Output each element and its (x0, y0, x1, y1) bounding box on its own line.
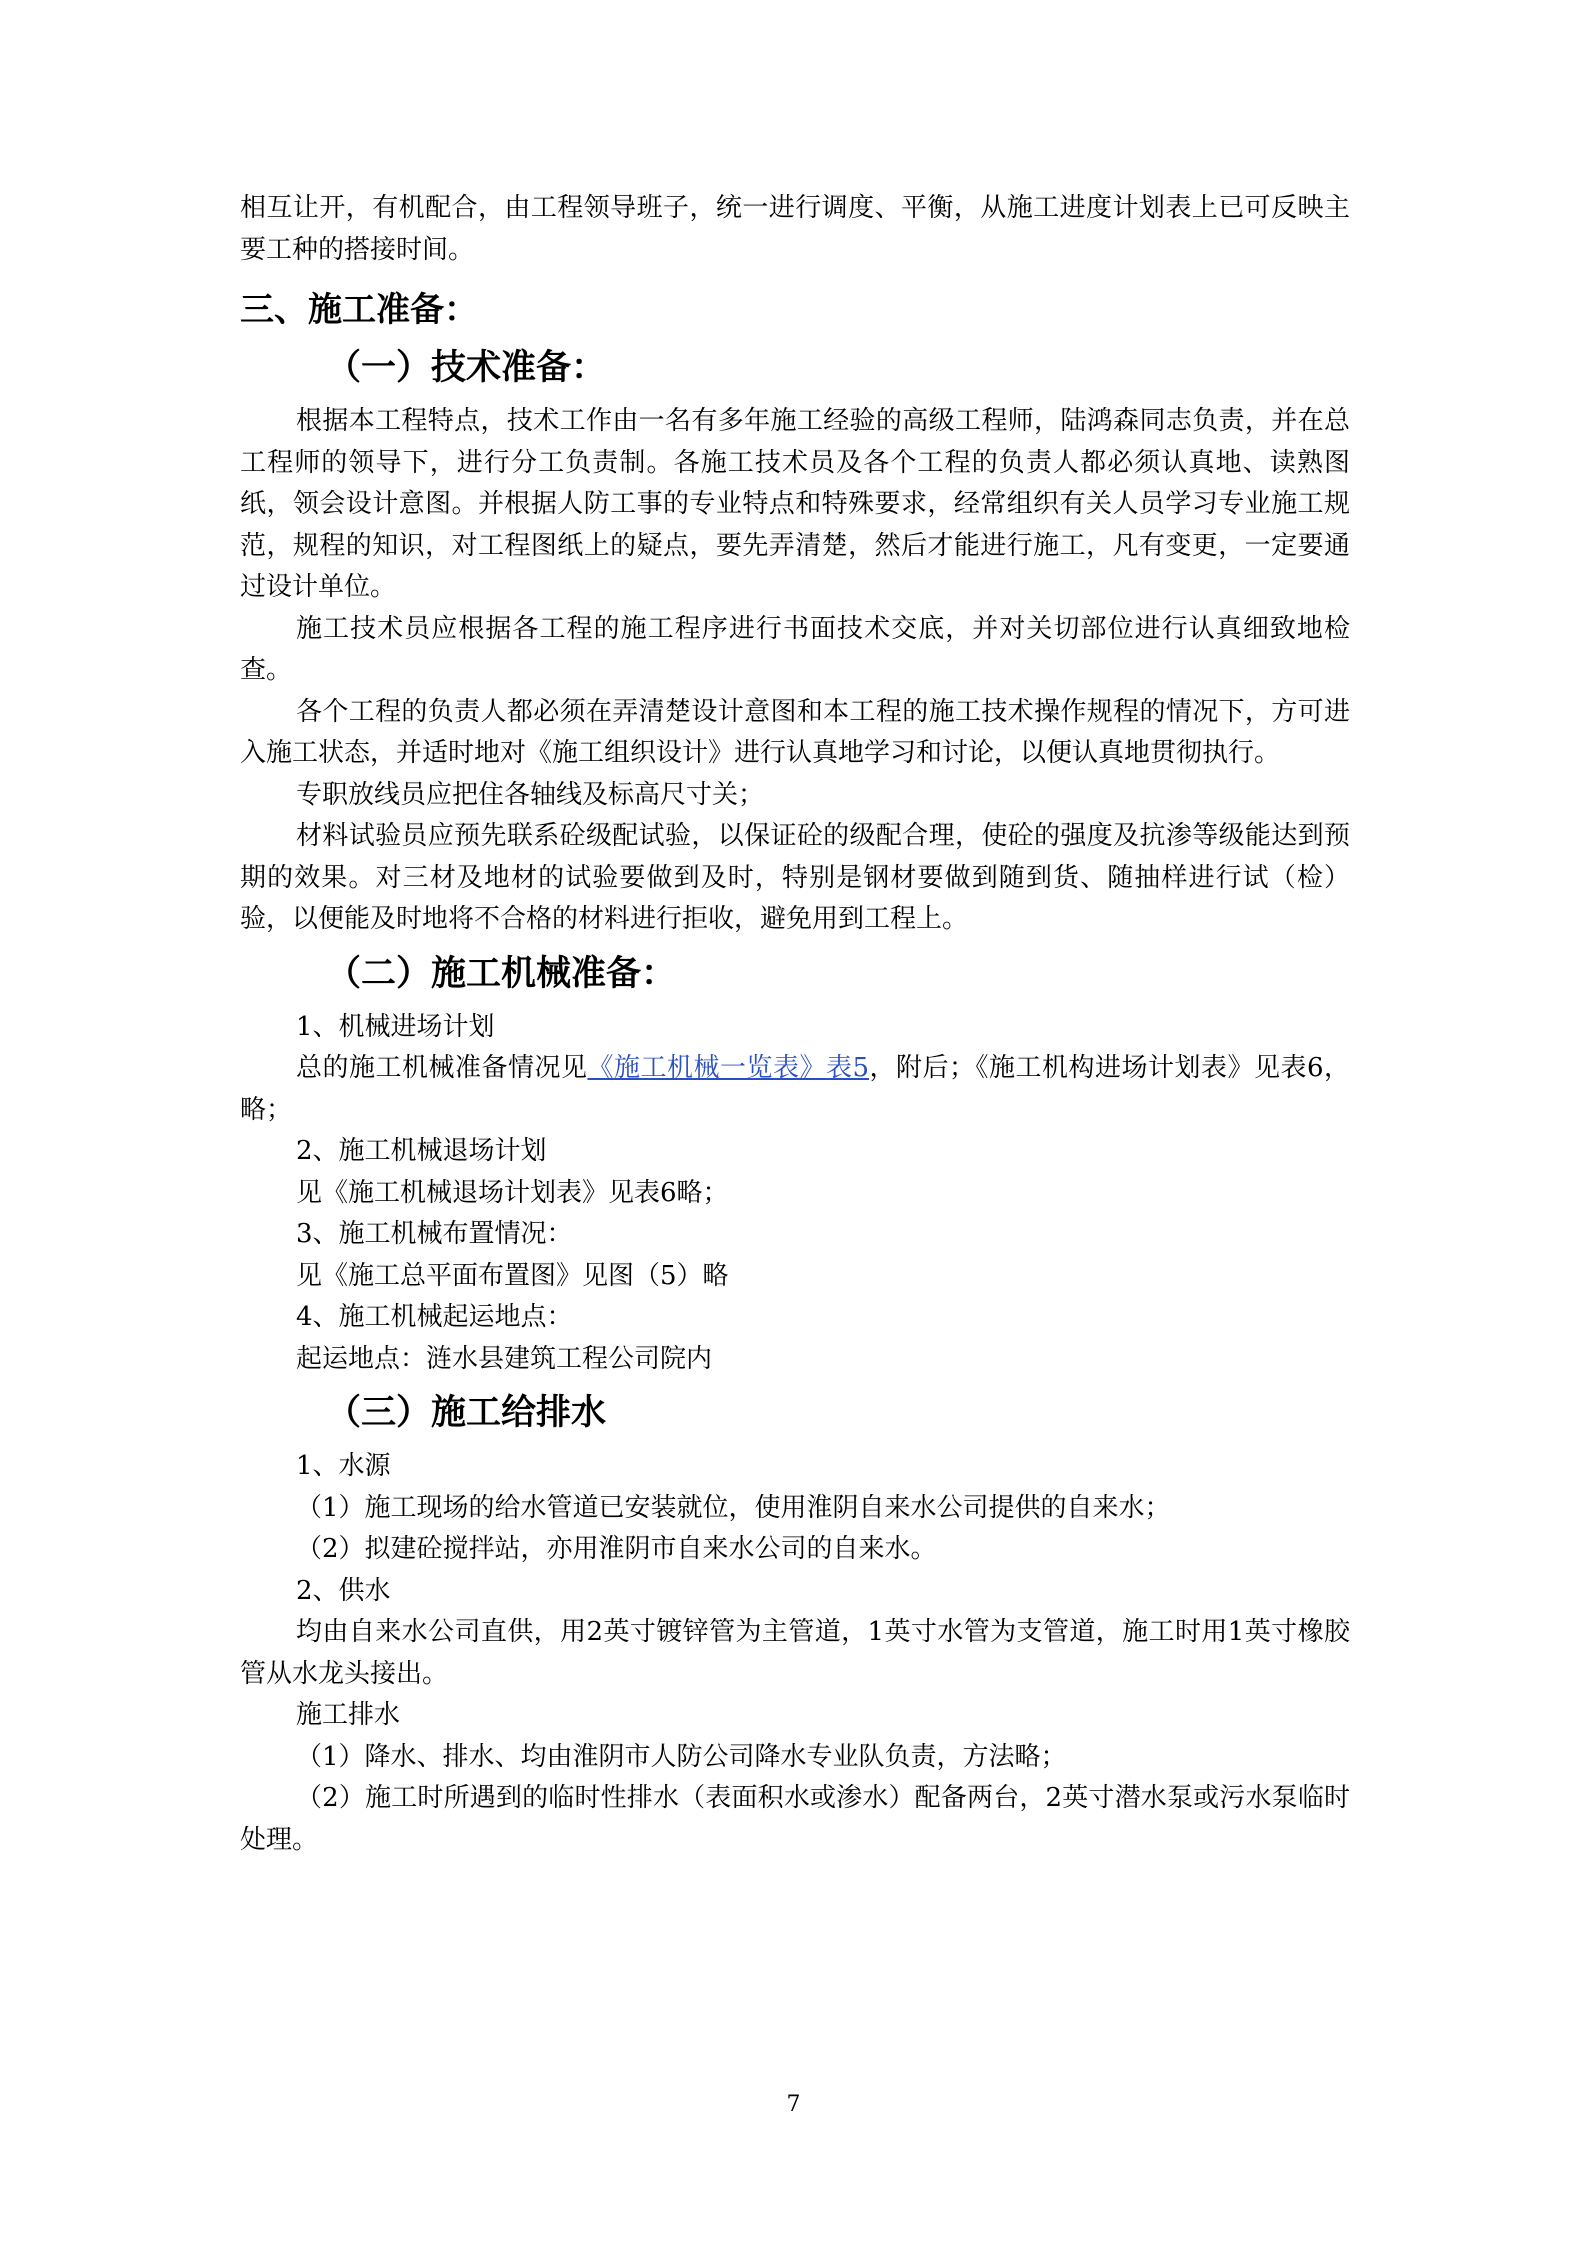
machinery-item1-title: 1、机械进场计划 (296, 1011, 495, 1042)
machinery-item2-title: 2、施工机械退场计划 (296, 1136, 547, 1166)
water-item1-sub2: （2）拟建砼搅拌站，亦用淮阴市自来水公司的自来水。 (296, 1534, 937, 1564)
tech-prep-paragraph: 专职放线员应把住各轴线及标高尺寸关； (296, 779, 765, 810)
drainage-title: 施工排水 (296, 1700, 401, 1730)
subsection-title-machinery-prep: （二）施工机械准备： (326, 953, 677, 994)
subsection-title-water-supply: （三）施工给排水 (326, 1393, 607, 1433)
water-item1-title: 1、水源 (296, 1451, 391, 1481)
subsection-title-tech-prep: （一）技术准备： (326, 348, 607, 388)
machinery-item4-text: 起运地点：涟水县建筑工程公司院内 (296, 1343, 713, 1374)
page-number: 7 (786, 2092, 801, 2117)
tech-prep-paragraph: 根据本工程特点，技术工作由一名有多年施工经验的高级工程师，陆鸿森同志负责，并在总工程师的领导下，进行分工负责制。各施工技术员及各个工程的负责人都必须认真地、读熟图纸，领会设计意图。并根据人防工事的专业特点和特殊要求，经常组织有关人员学习专业施工规范，规程的知识，对工程图纸上的疑点，要先弄清楚，然后才能进行施工，凡有变更，一定要通过设计单位。 (240, 406, 1350, 602)
machinery-item4-title: 4、施工机械起运地点： (296, 1302, 573, 1332)
machinery-item2-text: 见《施工机械退场计划表》见表6略； (296, 1177, 729, 1208)
water-item2-text: 均由自来水公司直供，用2英寸镀锌管为主管道，1英寸水管为支管道，施工时用1英寸橡胶管从水龙头接出。 (240, 1617, 1350, 1689)
drainage-sub2: （2）施工时所遇到的临时性排水（表面积水或渗水）配备两台，2英寸潜水泵或污水泵临时处理。 (240, 1783, 1350, 1855)
intro-paragraph: 相互让开，有机配合，由工程领导班子，统一进行调度、平衡，从施工进度计划表上已可反映主要工种的搭接时间。 (240, 193, 1350, 265)
tech-prep-paragraph: 材料试验员应预先联系砼级配试验，以保证砼的级配合理，使砼的强度及抗渗等级能达到预期的效果。对三材及地材的试验要做到及时，特别是钢材要做到随到货、随抽样进行试（检）验，以便能及时地将不合格的材料进行拒收，避免用到工程上。 (240, 821, 1350, 934)
machinery-item1-text-before: 总的施工机械准备情况见 (296, 1053, 588, 1083)
machinery-item1-text-after: ，附后；《施工机构进场计划表》见表6，略； (240, 1053, 1350, 1125)
document-body (240, 188, 1350, 1861)
machinery-item3-text: 见《施工总平面布置图》见图（5）略 (296, 1260, 729, 1291)
machinery-item3-title: 3、施工机械布置情况： (296, 1219, 573, 1249)
water-item1-sub1: （1）施工现场的给水管道已安装就位，使用淮阴自来水公司提供的自来水； (296, 1492, 1171, 1523)
machinery-table-link[interactable]: 《施工机械一览表》表5 (587, 1053, 869, 1083)
tech-prep-paragraph: 施工技术员应根据各工程的施工程序进行书面技术交底，并对关切部位进行认真细致地检查。 (240, 613, 1350, 685)
water-item2-title: 2、供水 (296, 1575, 391, 1606)
section-title-construction-prep: 三、施工准备： (240, 290, 478, 330)
machinery-item1-text (240, 1048, 1350, 1131)
tech-prep-paragraph: 各个工程的负责人都必须在弄清楚设计意图和本工程的施工技术操作规程的情况下，方可进入施工状态，并适时地对《施工组织设计》进行认真地学习和讨论，以便认真地贯彻执行。 (240, 696, 1350, 768)
drainage-sub1: （1）降水、排水、均由淮阴市人防公司降水专业队负责，方法略； (296, 1741, 1067, 1772)
